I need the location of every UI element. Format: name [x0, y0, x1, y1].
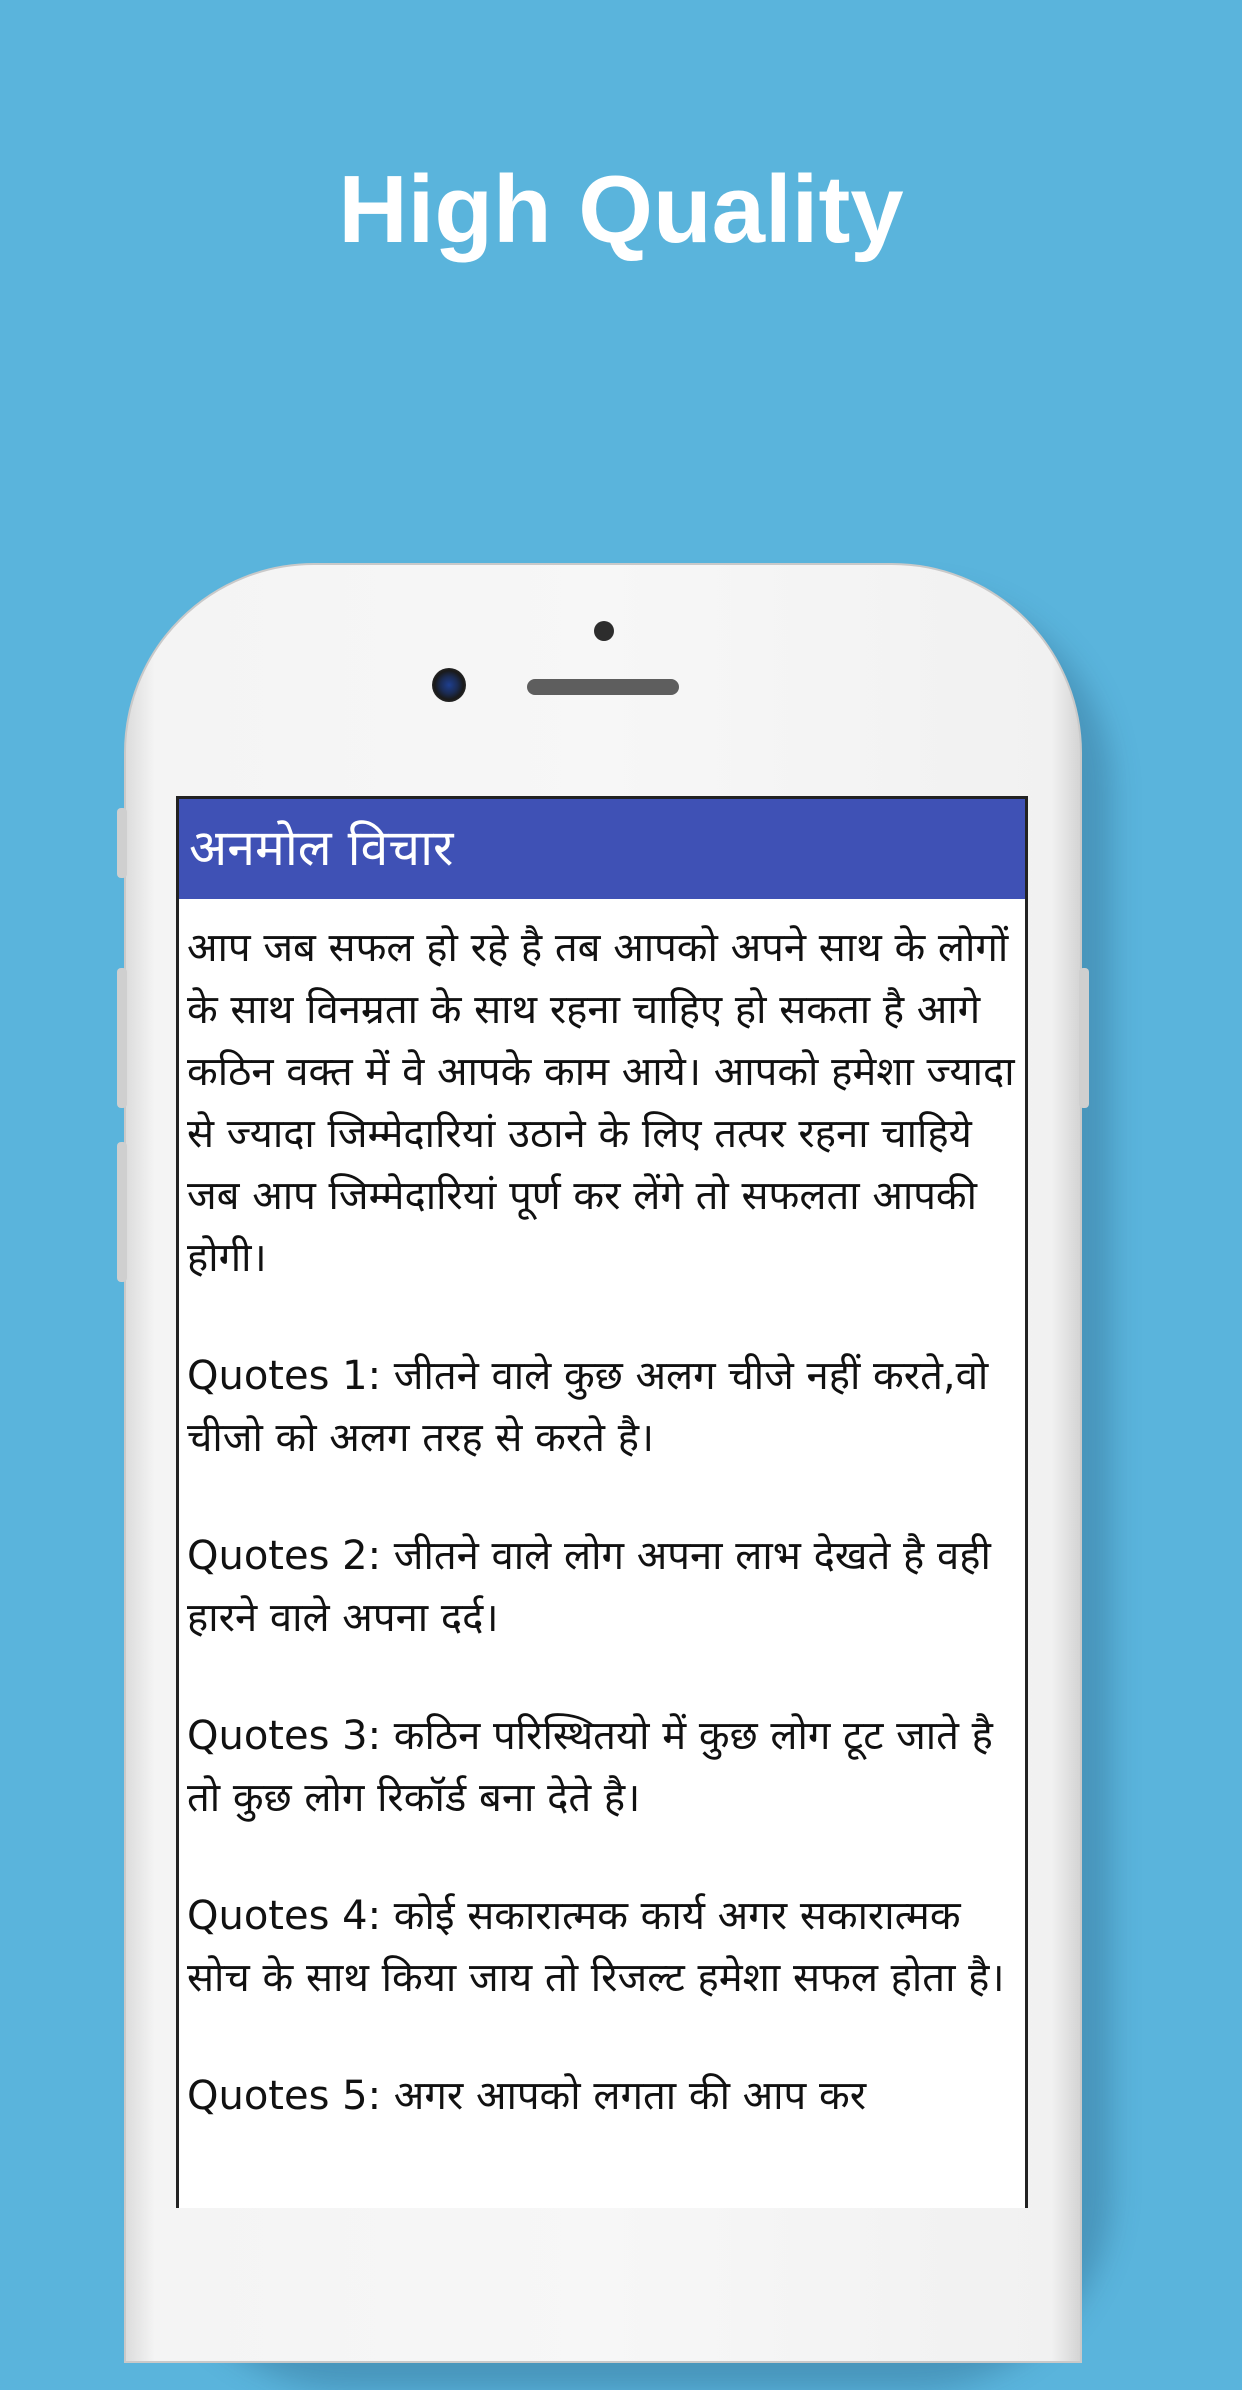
scroll-edge [179, 899, 1025, 905]
phone-screen [176, 796, 1028, 2208]
phone-volume-down-button [117, 1142, 127, 1282]
quote-item: Quotes 3: कठिन परिस्थितयो में कुछ लोग टूट जाते है तो कुछ लोग रिकॉर्ड बना देते है। [187, 1713, 993, 1821]
front-sensor [594, 621, 614, 641]
phone-power-button [1079, 968, 1089, 1108]
front-camera [432, 668, 466, 702]
quote-item: Quotes 1: जीतने वाले कुछ अलग चीजे नहीं करते,वो चीजो को अलग तरह से करते है। [187, 1353, 989, 1461]
phone-mute-switch [117, 808, 127, 878]
quote-item: Quotes 5: अगर आपको लगता की आप कर [187, 2073, 867, 2119]
quote-item: Quotes 4: कोई सकारात्मक कार्य अगर सकारात्मक सोच के साथ किया जाय तो रिजल्ट हमेशा सफल होता है। [187, 1893, 1005, 2001]
app-title: अनमोल विचार [189, 819, 454, 877]
quote-paragraph: आप जब सफल हो रहे है तब आपको अपने साथ के लोगों के साथ विनम्रता के साथ रहना चाहिए हो सकता है आगे कठिन वक्त में वे आपके काम आये। आपको हमेशा ज्यादा से ज्यादा जिम्मेदारियां उठाने के लिए तत्पर रहना चाहिये जब आप जिम्मेदारियां पूर्ण कर लेंगे तो सफलता आपकी होगी। [187, 925, 1015, 1281]
phone-volume-up-button [117, 968, 127, 1108]
headline: High Quality [338, 156, 904, 263]
quote-item: Quotes 2: जीतने वाले लोग अपना लाभ देखते है वही हारने वाले अपना दर्द। [187, 1533, 991, 1641]
earpiece-speaker [527, 679, 679, 695]
app-bar [179, 799, 1025, 899]
quotes-scroll-content[interactable] [187, 917, 1027, 2183]
